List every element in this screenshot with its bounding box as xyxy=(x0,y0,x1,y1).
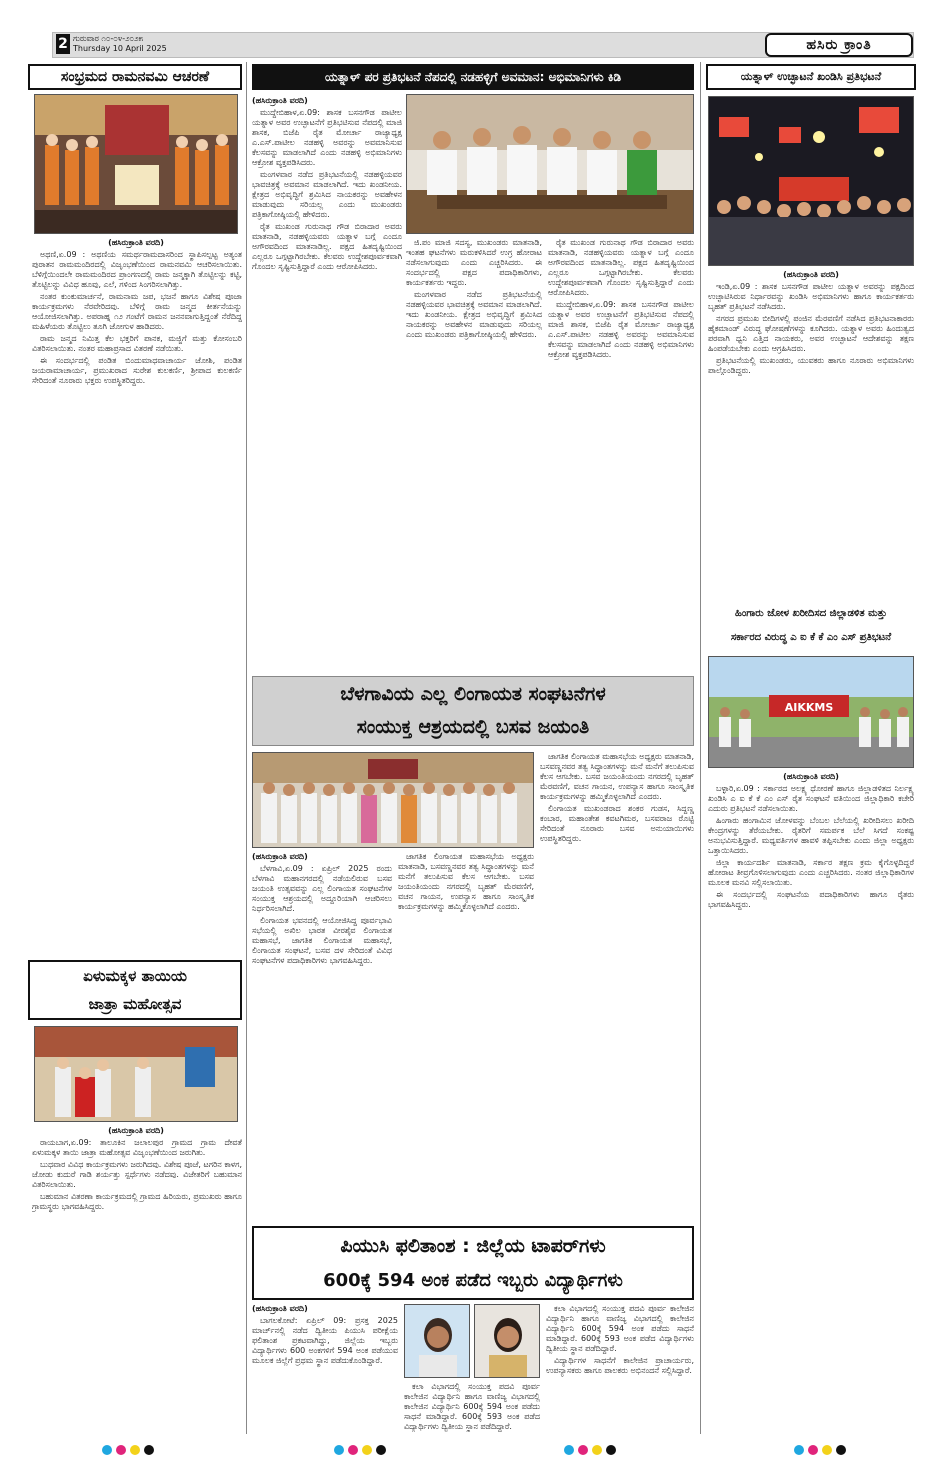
yatnal-protest-para-2b: ಮಂಗಳವಾರ ನಡೆದ ಪ್ರತಿಭಟನೆಯಲ್ಲಿ ನಡಹಳ್ಳಿಯವರ ಭಾವಚಿತ್ರಕ್ಕೆ ಅವಮಾನ ಮಾಡಲಾಗಿದೆ. ಇದು ಖಂಡನೀಯ. ಕ್ಷೇತ್ರದ ಅಭಿವೃದ್ಧಿಗೆ ಶ್ರಮಿಸಿದ ನಾಯಕರನ್ನು ಅವಹೇಳನ ಮಾಡುವುದು ಸರಿಯಲ್ಲ ಎಂದು ಮುಖಂಡರು ಪತ್ರಿಕಾಗೋಷ್ಠಿಯಲ್ಲಿ ಹೇಳಿದರು. xyxy=(406,290,542,339)
reg-magenta-icon xyxy=(116,1445,126,1455)
elumakkala-body xyxy=(32,1138,242,1430)
puc-photo-2-art xyxy=(475,1305,540,1378)
yatnal-oust-para-3: ಪ್ರತಿಭಟನೆಯಲ್ಲಿ ಮುಖಂಡರು, ಯುವಕರು ಹಾಗೂ ನೂರಾರು ಅಭಿಮಾನಿಗಳು ಪಾಲ್ಗೊಂಡಿದ್ದರು. xyxy=(708,356,914,375)
reg-magenta-icon xyxy=(348,1445,358,1455)
puc-title-1: ಪಿಯುಸಿ ಫಲಿತಾಂಶ : ಜಿಲ್ಲೆಯ ಟಾಪರ್‌ಗಳು xyxy=(340,1235,606,1257)
puc-photo-1 xyxy=(404,1304,470,1378)
basava-para-2: ಲಿಂಗಾಯತ ಭವನದಲ್ಲಿ ಆಯೋಜಿಸಿದ್ದ ಪೂರ್ವಭಾವಿ ಸಭೆಯಲ್ಲಿ ಅಖಿಲ ಭಾರತ ವೀರಶೈವ ಲಿಂಗಾಯತ ಮಹಾಸಭೆ, ಜಾಗತಿಕ ಲಿಂಗಾಯತ ಮಹಾಸಭೆ, ಲಿಂಗಾಯತ ಸಂಘಟನೆ, ಬಸವ ದಳ ಸೇರಿದಂತೆ ವಿವಿಧ ಸಂಘಟನೆಗಳ ಪದಾಧಿಕಾರಿಗಳು ಭಾಗವಹಿಸಿದ್ದರು. xyxy=(252,916,392,965)
yatnal-oust-para-2: ನಗರದ ಪ್ರಮುಖ ಬೀದಿಗಳಲ್ಲಿ ಪಂಜಿನ ಮೆರವಣಿಗೆ ನಡೆಸಿದ ಪ್ರತಿಭಟನಾಕಾರರು ಹೈಕಮಾಂಡ್ ವಿರುದ್ಧ ಘೋಷಣೆಗಳನ್ನು ಕೂಗಿದರು. ಯತ್ನಾಳ ಅವರು ಹಿಂದುತ್ವದ ಪರವಾಗಿ ಧ್ವನಿ ಎತ್ತಿದ ನಾಯಕರು, ಅವರ ಉಚ್ಛಾಟನೆ ಆದೇಶವನ್ನು ತಕ್ಷಣ ಹಿಂಪಡೆಯಬೇಕು ಎಂದು ಆಗ್ರಹಿಸಿದರು. xyxy=(708,314,914,353)
hingaru-para-2: ಹಿಂಗಾರು ಹಂಗಾಮಿನ ಜೋಳವನ್ನು ಬೆಂಬಲ ಬೆಲೆಯಲ್ಲಿ ಖರೀದಿಸಲು ಖರೀದಿ ಕೇಂದ್ರಗಳನ್ನು ತೆರೆಯಬೇಕು. ರೈತರಿಗೆ ಸಮರ್ಪಕ ಬೆಲೆ ಸಿಗದೆ ಸಂಕಷ್ಟ ಅನುಭವಿಸುತ್ತಿದ್ದಾರೆ. ಮಧ್ಯವರ್ತಿಗಳ ಹಾವಳಿ ತಪ್ಪಿಸಬೇಕು ಎಂದು ಜಿಲ್ಲಾ ಅಧ್ಯಕ್ಷರು ಒತ್ತಾಯಿಸಿದರು. xyxy=(708,816,914,855)
yatnal-protest-para-2: ಮಂಗಳವಾರ ನಡೆದ ಪ್ರತಿಭಟನೆಯಲ್ಲಿ ನಡಹಳ್ಳಿಯವರ ಭಾವಚಿತ್ರಕ್ಕೆ ಅವಮಾನ ಮಾಡಲಾಗಿದೆ. ಇದು ಖಂಡನೀಯ. ಕ್ಷೇತ್ರದ ಅಭಿವೃದ್ಧಿಗೆ ಶ್ರಮಿಸಿದ ನಾಯಕರನ್ನು ಅವಹೇಳನ ಮಾಡುವುದು ಸರಿಯಲ್ಲ ಎಂದು ಮುಖಂಡರು ಪತ್ರಿಕಾಗೋಷ್ಠಿಯಲ್ಲಿ ಹೇಳಿದರು. xyxy=(252,170,402,219)
hingaru-para-4: ಈ ಸಂದರ್ಭದಲ್ಲಿ ಸಂಘಟನೆಯ ಪದಾಧಿಕಾರಿಗಳು ಹಾಗೂ ರೈತರು ಭಾಗವಹಿಸಿದ್ದರು. xyxy=(708,890,914,909)
elumakkala-photo xyxy=(34,1026,238,1122)
reg-black-icon xyxy=(836,1445,846,1455)
yatnal-protest-para-3b: ರೈತ ಮುಖಂಡ ಗುರುನಾಥ ಗೌಡ ಬಿರಾದಾರ ಅವರು ಮಾತನಾಡಿ, ನಡಹಳ್ಳಿಯವರು ಯತ್ನಾಳ ಬಗ್ಗೆ ಎಂದೂ ಅಗೌರವದಿಂದ ಮಾತನಾಡಿಲ್ಲ. ಪಕ್ಷದ ಹಿತದೃಷ್ಟಿಯಿಂದ ಎಲ್ಲರೂ ಒಗ್ಗಟ್ಟಾಗಿರಬೇಕು. ಕೆಲವರು ಉದ್ದೇಶಪೂರ್ವಕವಾಗಿ ಗೊಂದಲ ಸೃಷ್ಟಿಸುತ್ತಿದ್ದಾರೆ ಎಂದು ಆರೋಪಿಸಿದರು. xyxy=(548,238,694,297)
basava-body-3 xyxy=(540,752,694,1222)
yatnal-protest-para-4: ಜಿ.ಪಂ ಮಾಜಿ ಸದಸ್ಯ, ಮುಖಂಡರು ಮಾತನಾಡಿ, ಇಂತಹ ಘಟನೆಗಳು ಮರುಕಳಿಸಿದರೆ ಉಗ್ರ ಹೋರಾಟ ನಡೆಸಲಾಗುವುದು ಎಂದು ಎಚ್ಚರಿಸಿದರು. ಈ ಸಂದರ್ಭದಲ್ಲಿ ಪಕ್ಷದ ಪದಾಧಿಕಾರಿಗಳು, ಕಾರ್ಯಕರ್ತರು ಇದ್ದರು. xyxy=(406,238,542,287)
puc-para-3: ವಿದ್ಯಾರ್ಥಿಗಳ ಸಾಧನೆಗೆ ಕಾಲೇಜಿನ ಪ್ರಾಚಾರ್ಯರು, ಉಪನ್ಯಾಸಕರು ಹಾಗೂ ಪಾಲಕರು ಅಭಿನಂದನೆ ಸಲ್ಲಿಸಿದ್ದಾರೆ. xyxy=(546,1356,694,1375)
basava-credit: (ಹಸಿರುಕ್ರಾಂತಿ ವರದಿ) xyxy=(252,852,308,861)
hingaru-headline xyxy=(706,602,916,652)
hingaru-para-1: ಬಳ್ಳಾರಿ,ಏ.09 : ಸರ್ಕಾರದ ಅಲಕ್ಷ್ಯ ಧೋರಣೆ ಹಾಗೂ ಜಿಲ್ಲಾಡಳಿತದ ನಿರ್ಲಕ್ಷ್ಯ ಖಂಡಿಸಿ ಎ ಐ ಕೆ ಕೆ ಎಂ ಎಸ್ ರೈತ ಸಂಘಟನೆ ವತಿಯಿಂದ ಜಿಲ್ಲಾಧಿಕಾರಿ ಕಚೇರಿ ಎದುರು ಪ್ರತಿಭಟನೆ ನಡೆಸಲಾಯಿತು. xyxy=(708,784,914,813)
elumakkala-para-1: ರಾಯಬಾಗ,ಏ.09: ತಾಲೂಕಿನ ಜಲಾಲಪುರ ಗ್ರಾಮದ ಗ್ರಾಮ ದೇವತೆ ಏಳುಮಕ್ಕಳ ತಾಯಿ ಜಾತ್ರಾ ಮಹೋತ್ಸವ ವಿಜೃಂಭಣೆಯಿಂದ ಜರುಗಿತು. xyxy=(32,1138,242,1157)
hingaru-photo xyxy=(708,656,914,768)
reg-yellow-icon xyxy=(822,1445,832,1455)
hingaru-banner-text: AIKKMS xyxy=(784,701,834,714)
yatnal-oust-body xyxy=(708,282,914,598)
elumakkala-para-2: ಬುಧವಾರ ವಿವಿಧ ಕಾರ್ಯಕ್ರಮಗಳು ಜರುಗಿದವು. ವಿಶೇಷ ಪೂಜೆ, ಟಗರಿನ ಕಾಳಗ, ಜೋಡು ಕುದುರೆ ಗಾಡಿ ಶರ್ಯತ್ತು ಸ್ಪರ್ಧೆಗಳು ನಡೆದವು. ವಿಜೇತರಿಗೆ ಬಹುಮಾನ ವಿತರಿಸಲಾಯಿತು. xyxy=(32,1160,242,1189)
puc-credit: (ಹಸಿರುಕ್ರಾಂತಿ ವರದಿ) xyxy=(252,1304,308,1313)
elumakkala-headline xyxy=(28,960,242,1020)
hingaru-title-1: ಹಿಂಗಾರು ಜೋಳ ಖರೀದಿಸದ ಜಿಲ್ಲಾಡಳಿತ ಮತ್ತು xyxy=(735,608,887,619)
registration-marks-4 xyxy=(792,1440,848,1452)
puc-title-2: 600ಕ್ಕೆ 594 ಅಂಕ ಪಡೆದ ಇಬ್ಬರು ವಿದ್ಯಾರ್ಥಿಗಳು xyxy=(323,1270,623,1291)
header-date xyxy=(73,34,167,54)
hingaru-title-2: ಸರ್ಕಾರದ ವಿರುದ್ಧ ಎ ಐ ಕೆ ಕೆ ಎಂ ಎಸ್ ಪ್ರತಿಭಟನೆ xyxy=(730,632,892,643)
puc-headline xyxy=(252,1226,694,1300)
hingaru-photo-art xyxy=(709,657,914,768)
basava-body-1 xyxy=(252,864,392,1222)
elumakkala-title-1: ಏಳುಮಕ್ಕಳ ತಾಯಿಯ xyxy=(83,967,187,985)
basava-body-2 xyxy=(398,852,534,1222)
hingaru-body xyxy=(708,784,914,1430)
reg-cyan-icon xyxy=(334,1445,344,1455)
reg-yellow-icon xyxy=(130,1445,140,1455)
yatnal-oust-headline: ಯತ್ನಾಳ್ ಉಚ್ಛಾಟನೆ ಖಂಡಿಸಿ ಪ್ರತಿಭಟನೆ xyxy=(706,64,916,90)
section-masthead: ಹಸಿರು ಕ್ರಾಂತಿ xyxy=(765,33,913,57)
elumakkala-photo-art xyxy=(35,1027,238,1122)
yatnal-oust-photo xyxy=(708,96,914,266)
reg-magenta-icon xyxy=(808,1445,818,1455)
basava-photo-art xyxy=(253,753,534,848)
yatnal-protest-photo-art xyxy=(407,95,694,234)
date-kannada: ಗುರುವಾರ ೧೦-೦೪-೨೦೨೫ xyxy=(73,34,143,43)
basava-para-3: ಜಾಗತಿಕ ಲಿಂಗಾಯತ ಮಹಾಸಭೆಯ ಅಧ್ಯಕ್ಷರು ಮಾತನಾಡಿ, ಬಸವಣ್ಣನವರ ತತ್ವ ಸಿದ್ಧಾಂತಗಳನ್ನು ಮನೆ ಮನೆಗೆ ತಲುಪಿಸುವ ಕೆಲಸ ಆಗಬೇಕು. ಬಸವ ಜಯಂತಿಯಂದು ನಗರದಲ್ಲಿ ಬೃಹತ್ ಮೆರವಣಿಗೆ, ವಚನ ಗಾಯನ, ಉಪನ್ಯಾಸ ಹಾಗೂ ಸಾಂಸ್ಕೃತಿಕ ಕಾರ್ಯಕ್ರಮಗಳನ್ನು ಹಮ್ಮಿಕೊಳ್ಳಲಾಗಿದೆ ಎಂದರು. xyxy=(398,852,534,911)
basava-para-1: ಬೆಳಗಾವಿ,ಏ.09 : ಏಪ್ರಿಲ್ 2025 ರಂದು ಬೆಳಗಾವಿ ಮಹಾನಗರದಲ್ಲಿ ನಡೆಯಲಿರುವ ಬಸವ ಜಯಂತಿ ಉತ್ಸವವನ್ನು ಎಲ್ಲ ಲಿಂಗಾಯತ ಸಂಘಟನೆಗಳ ಸಂಯುಕ್ತ ಆಶ್ರಯದಲ್ಲಿ ಅದ್ದೂರಿಯಾಗಿ ಆಚರಿಸಲು ನಿರ್ಧರಿಸಲಾಗಿದೆ. xyxy=(252,864,392,913)
yatnal-oust-para-1: ಇಂಡಿ,ಏ.09 : ಶಾಸಕ ಬಸನಗೌಡ ಪಾಟೀಲ ಯತ್ನಾಳ ಅವರನ್ನು ಪಕ್ಷದಿಂದ ಉಚ್ಛಾಟಿಸಿರುವ ನಿರ್ಧಾರವನ್ನು ಖಂಡಿಸಿ ಅಭಿಮಾನಿಗಳು ಹಾಗೂ ಕಾರ್ಯಕರ್ತರು ಬೃಹತ್ ಪ್ರತಿಭಟನೆ ನಡೆಸಿದರು. xyxy=(708,282,914,311)
puc-para-2b: ಕಲಾ ವಿಭಾಗದಲ್ಲಿ ಸಂಯುಕ್ತ ಪದವಿ ಪೂರ್ವ ಕಾಲೇಜಿನ ವಿದ್ಯಾರ್ಥಿನಿ ಹಾಗೂ ವಾಣಿಜ್ಯ ವಿಭಾಗದಲ್ಲಿ ಕಾಲೇಜಿನ ವಿದ್ಯಾರ್ಥಿನಿ 600ಕ್ಕೆ 594 ಅಂಕ ಪಡೆದು ಸಾಧನೆ ಮಾಡಿದ್ದಾರೆ. 600ಕ್ಕೆ 593 ಅಂಕ ಪಡೆದ ವಿದ್ಯಾರ್ಥಿಗಳು ದ್ವಿತೀಯ ಸ್ಥಾನ ಪಡೆದಿದ್ದಾರೆ. xyxy=(546,1304,694,1353)
basava-title-1: ಬೆಳಗಾವಿಯ ಎಲ್ಲ ಲಿಂಗಾಯತ ಸಂಘಟನೆಗಳ xyxy=(340,683,606,705)
reg-yellow-icon xyxy=(592,1445,602,1455)
page-number: 2 xyxy=(56,34,70,54)
elumakkala-title-2: ಜಾತ್ರಾ ಮಹೋತ್ಸವ xyxy=(88,995,182,1013)
basava-title-2: ಸಂಯುಕ್ತ ಆಶ್ರಯದಲ್ಲಿ ಬಸವ ಜಯಂತಿ xyxy=(356,716,590,738)
puc-caption-row xyxy=(404,1382,540,1432)
registration-marks-3 xyxy=(562,1440,618,1452)
basava-photo xyxy=(252,752,534,848)
reg-black-icon xyxy=(606,1445,616,1455)
ramanavami-para-2: ನಂತರ ಕುಂಕುಮಾರ್ಚನೆ, ರಾಮನಾಮ ಜಪ, ಭಜನೆ ಹಾಗೂ ವಿಶೇಷ ಪೂಜಾ ಕಾರ್ಯಕ್ರಮಗಳು ನೆರವೇರಿದವು. ಬೆಳಿಗ್ಗೆ ರಾಮ ಜನ್ಮದ ಕೀರ್ತನೆಯನ್ನು ಆಯೋಜಿಸಲಾಗಿತ್ತು. ಅಪರಾಹ್ನ ೧೨ ಗಂಟೆಗೆ ರಾಮನ ಜನನವಾಗುತ್ತಿದ್ದಂತೆ ನೆರೆದಿದ್ದ ಮಹಿಳೆಯರು ತೊಟ್ಟಿಲು ತೂಗಿ ಜೋಗುಳ ಹಾಡಿದರು. xyxy=(32,292,242,331)
registration-marks-2 xyxy=(332,1440,388,1452)
registration-marks-1 xyxy=(100,1440,156,1452)
puc-body-right xyxy=(546,1304,694,1432)
column-rule-left xyxy=(246,62,247,1434)
puc-body-left xyxy=(252,1316,398,1432)
reg-magenta-icon xyxy=(578,1445,588,1455)
yatnal-protest-para-1b: ಮುದ್ದೇಬಿಹಾಳ,ಏ.09: ಶಾಸಕ ಬಸನಗೌಡ ಪಾಟೀಲ ಯತ್ನಾಳ ಅವರ ಉಚ್ಛಾಟನೆಗೆ ಪ್ರತಿಭಟಿಸುವ ನೆಪದಲ್ಲಿ ಮಾಜಿ ಶಾಸಕ, ಬಿಜೆಪಿ ರೈತ ಮೋರ್ಚಾ ರಾಜ್ಯಾಧ್ಯಕ್ಷ ಎ.ಎಸ್.ಪಾಟೀಲ ನಡಹಳ್ಳಿ ಅವರನ್ನು ಅವಮಾನಿಸುವ ಕೆಲಸವನ್ನು ಮಾಡಲಾಗಿದೆ ಎಂದು ನಡಹಳ್ಳಿ ಅಭಿಮಾನಿಗಳು ಆಕ್ರೋಶ ವ್ಯಕ್ತಪಡಿಸಿದರು. xyxy=(548,300,694,359)
basava-headline xyxy=(252,676,694,746)
ramanavami-photo xyxy=(34,94,238,234)
reg-cyan-icon xyxy=(102,1445,112,1455)
ramanavami-credit: (ಹಸಿರುಕ್ರಾಂತಿ ವರದಿ) xyxy=(108,238,164,247)
ramanavami-body xyxy=(32,250,242,952)
yatnal-protest-body-left xyxy=(252,108,402,668)
puc-photo-1-art xyxy=(405,1305,470,1378)
elumakkala-credit: (ಹಸಿರುಕ್ರಾಂತಿ ವರದಿ) xyxy=(108,1126,164,1135)
yatnal-protest-para-1: ಮುದ್ದೇಬಿಹಾಳ,ಏ.09: ಶಾಸಕ ಬಸನಗೌಡ ಪಾಟೀಲ ಯತ್ನಾಳ ಅವರ ಉಚ್ಛಾಟನೆಗೆ ಪ್ರತಿಭಟಿಸುವ ನೆಪದಲ್ಲಿ ಮಾಜಿ ಶಾಸಕ, ಬಿಜೆಪಿ ರೈತ ಮೋರ್ಚಾ ರಾಜ್ಯಾಧ್ಯಕ್ಷ ಎ.ಎಸ್.ಪಾಟೀಲ ನಡಹಳ್ಳಿ ಅವರನ್ನು ಅವಮಾನಿಸುವ ಕೆಲಸವನ್ನು ಮಾಡಲಾಗಿದೆ ಎಂದು ನಡಹಳ್ಳಿ ಅಭಿಮಾನಿಗಳು ಆಕ್ರೋಶ ವ್ಯಕ್ತಪಡಿಸಿದರು. xyxy=(252,108,402,167)
column-rule-right xyxy=(700,62,701,1434)
reg-cyan-icon xyxy=(794,1445,804,1455)
elumakkala-para-3: ಬಹುಮಾನ ವಿತರಣಾ ಕಾರ್ಯಕ್ರಮದಲ್ಲಿ ಗ್ರಾಮದ ಹಿರಿಯರು, ಪ್ರಮುಖರು ಹಾಗೂ ಗ್ರಾಮಸ್ಥರು ಭಾಗವಹಿಸಿದ್ದರು. xyxy=(32,1192,242,1211)
puc-para-2: ಕಲಾ ವಿಭಾಗದಲ್ಲಿ ಸಂಯುಕ್ತ ಪದವಿ ಪೂರ್ವ ಕಾಲೇಜಿನ ವಿದ್ಯಾರ್ಥಿನಿ ಹಾಗೂ ವಾಣಿಜ್ಯ ವಿಭಾಗದಲ್ಲಿ ಕಾಲೇಜಿನ ವಿದ್ಯಾರ್ಥಿನಿ 600ಕ್ಕೆ 594 ಅಂಕ ಪಡೆದು ಸಾಧನೆ ಮಾಡಿದ್ದಾರೆ. 600ಕ್ಕೆ 593 ಅಂಕ ಪಡೆದ ವಿದ್ಯಾರ್ಥಿಗಳು ದ್ವಿತೀಯ ಸ್ಥಾನ ಪಡೆದಿದ್ದಾರೆ. xyxy=(404,1382,540,1431)
basava-para-4: ಲಿಂಗಾಯತ ಮುಖಂಡರಾದ ಶಂಕರ ಗುಡಸ, ಸಿದ್ದಣ್ಣ ಕಂಬಾರ, ಮಹಾಂತೇಶ ಕವಟಗಿಮಠ, ಬಸವರಾಜ ರೊಟ್ಟಿ ಸೇರಿದಂತೆ ನೂರಾರು ಬಸವ ಅನುಯಾಯಿಗಳು ಉಪಸ್ಥಿತರಿದ್ದರು. xyxy=(540,804,694,843)
yatnal-protest-para-3: ರೈತ ಮುಖಂಡ ಗುರುನಾಥ ಗೌಡ ಬಿರಾದಾರ ಅವರು ಮಾತನಾಡಿ, ನಡಹಳ್ಳಿಯವರು ಯತ್ನಾಳ ಬಗ್ಗೆ ಎಂದೂ ಅಗೌರವದಿಂದ ಮಾತನಾಡಿಲ್ಲ. ಪಕ್ಷದ ಹಿತದೃಷ್ಟಿಯಿಂದ ಎಲ್ಲರೂ ಒಗ್ಗಟ್ಟಾಗಿರಬೇಕು. ಕೆಲವರು ಉದ್ದೇಶಪೂರ್ವಕವಾಗಿ ಗೊಂದಲ ಸೃಷ್ಟಿಸುತ್ತಿದ್ದಾರೆ ಎಂದು ಆರೋಪಿಸಿದರು. xyxy=(252,222,402,271)
yatnal-oust-photo-art xyxy=(709,97,914,266)
date-english: Thursday 10 April 2025 xyxy=(73,44,167,53)
ramanavami-para-3: ರಾಮ ಜನ್ಮದ ನಿಮಿತ್ತ ಕೆಲ ಭಕ್ತರಿಗೆ ಪಾನಕ, ಮಜ್ಜಿಗೆ ಮತ್ತು ಕೋಸಂಬರಿ ವಿತರಿಸಲಾಯಿತು. ನಂತರ ಮಹಾಪ್ರಸಾದ ವಿತರಣೆ ನಡೆಯಿತು. xyxy=(32,334,242,353)
yatnal-protest-headline: ಯತ್ನಾಳ್ ಪರ ಪ್ರತಿಭಟನೆ ನೆಪದಲ್ಲಿ ನಡಹಳ್ಳಿಗೆ ಅವಮಾನ: ಅಭಿಮಾನಿಗಳು ಕಿಡಿ xyxy=(252,64,694,90)
ramanavami-headline: ಸಂಭ್ರಮದ ರಾಮನವಮಿ ಆಚರಣೆ xyxy=(28,64,242,90)
hingaru-para-3: ಜಿಲ್ಲಾ ಕಾರ್ಯದರ್ಶಿ ಮಾತನಾಡಿ, ಸರ್ಕಾರ ತಕ್ಷಣ ಕ್ರಮ ಕೈಗೊಳ್ಳದಿದ್ದರೆ ಹೋರಾಟ ತೀವ್ರಗೊಳಿಸಲಾಗುವುದು ಎಂದು ಎಚ್ಚರಿಸಿದರು. ನಂತರ ಜಿಲ್ಲಾಧಿಕಾರಿಗಳ ಮೂಲಕ ಮನವಿ ಸಲ್ಲಿಸಲಾಯಿತು. xyxy=(708,858,914,887)
ramanavami-para-1: ಅಥಣಿ,ಏ.09 : ಅಥಣಿಯ ಸಮರ್ಥರಾಮದಾಸರಿಂದ ಸ್ಥಾಪಿಸಲ್ಪಟ್ಟ ಅತ್ಯಂತ ಪುರಾತನ ರಾಮಮಂದಿರದಲ್ಲಿ ವಿಜೃಂಭಣೆಯಿಂದ ರಾಮನವಮಿ ಆಚರಿಸಲಾಯಿತು. ಬೆಳಿಗ್ಗೆಯಿಂದಲೇ ರಾಮಮಂದಿರದ ಪ್ರಾಂಗಣದಲ್ಲಿ ರಾಮ ಜನ್ಮಕ್ಕಾಗಿ ತೊಟ್ಟಿಲನ್ನು ಕಟ್ಟಿ, ತೊಟ್ಟಿಲನ್ನು ವಿವಿಧ ಹೂವು, ಎಲೆ, ಗಳಿಂದ ಸಿಂಗರಿಸಲಾಗಿತ್ತು. xyxy=(32,250,242,289)
hingaru-credit: (ಹಸಿರುಕ್ರಾಂತಿ ವರದಿ) xyxy=(783,772,839,781)
yatnal-oust-credit: (ಹಸಿರುಕ್ರಾಂತಿ ವರದಿ) xyxy=(783,270,839,279)
ramanavami-photo-art xyxy=(35,95,238,234)
reg-black-icon xyxy=(144,1445,154,1455)
yatnal-protest-body-mid xyxy=(406,238,542,668)
puc-para-1: ಬಾಗಲಕೋಟೆ: ಏಪ್ರಿಲ್ 09: ಪ್ರಸಕ್ತ 2025 ಮಾರ್ಚ್‌ನಲ್ಲಿ ನಡೆದ ದ್ವಿತೀಯ ಪಿಯುಸಿ ಪರೀಕ್ಷೆಯ ಫಲಿತಾಂಶ ಪ್ರಕಟವಾಗಿದ್ದು, ಜಿಲ್ಲೆಯ ಇಬ್ಬರು ವಿದ್ಯಾರ್ಥಿಗಳು 600 ಅಂಕಗಳಿಗೆ 594 ಅಂಕ ಪಡೆಯುವ ಮೂಲಕ ಜಿಲ್ಲೆಗೆ ಪ್ರಥಮ ಸ್ಥಾನ ಪಡೆದುಕೊಂಡಿದ್ದಾರೆ. xyxy=(252,1316,398,1365)
reg-yellow-icon xyxy=(362,1445,372,1455)
yatnal-protest-credit: (ಹಸಿರುಕ್ರಾಂತಿ ವರದಿ) xyxy=(252,96,308,105)
yatnal-protest-photo xyxy=(406,94,694,234)
ramanavami-para-4: ಈ ಸಂದರ್ಭದಲ್ಲಿ ಪಂಡಿತ ಬಿಂದುಮಾಧವಾಚಾರ್ಯ ಜೋಶಿ, ಪಂಡಿತ ಜಯರಾಮಾಚಾರ್ಯ, ಪ್ರಮುಖರಾದ ಸುರೇಶ ಕುಲಕರ್ಣಿ, ಶ್ರೀಪಾದ ಕುಲಕರ್ಣಿ ಸೇರಿದಂತೆ ನೂರಾರು ಭಕ್ತರು ಉಪಸ್ಥಿತರಿದ್ದರು. xyxy=(32,356,242,385)
reg-cyan-icon xyxy=(564,1445,574,1455)
yatnal-protest-body-right xyxy=(548,238,694,668)
reg-black-icon xyxy=(376,1445,386,1455)
basava-para-3b: ಜಾಗತಿಕ ಲಿಂಗಾಯತ ಮಹಾಸಭೆಯ ಅಧ್ಯಕ್ಷರು ಮಾತನಾಡಿ, ಬಸವಣ್ಣನವರ ತತ್ವ ಸಿದ್ಧಾಂತಗಳನ್ನು ಮನೆ ಮನೆಗೆ ತಲುಪಿಸುವ ಕೆಲಸ ಆಗಬೇಕು. ಬಸವ ಜಯಂತಿಯಂದು ನಗರದಲ್ಲಿ ಬೃಹತ್ ಮೆರವಣಿಗೆ, ವಚನ ಗಾಯನ, ಉಪನ್ಯಾಸ ಹಾಗೂ ಸಾಂಸ್ಕೃತಿಕ ಕಾರ್ಯಕ್ರಮಗಳನ್ನು ಹಮ್ಮಿಕೊಳ್ಳಲಾಗಿದೆ ಎಂದರು. xyxy=(540,752,694,801)
puc-photo-2 xyxy=(474,1304,540,1378)
